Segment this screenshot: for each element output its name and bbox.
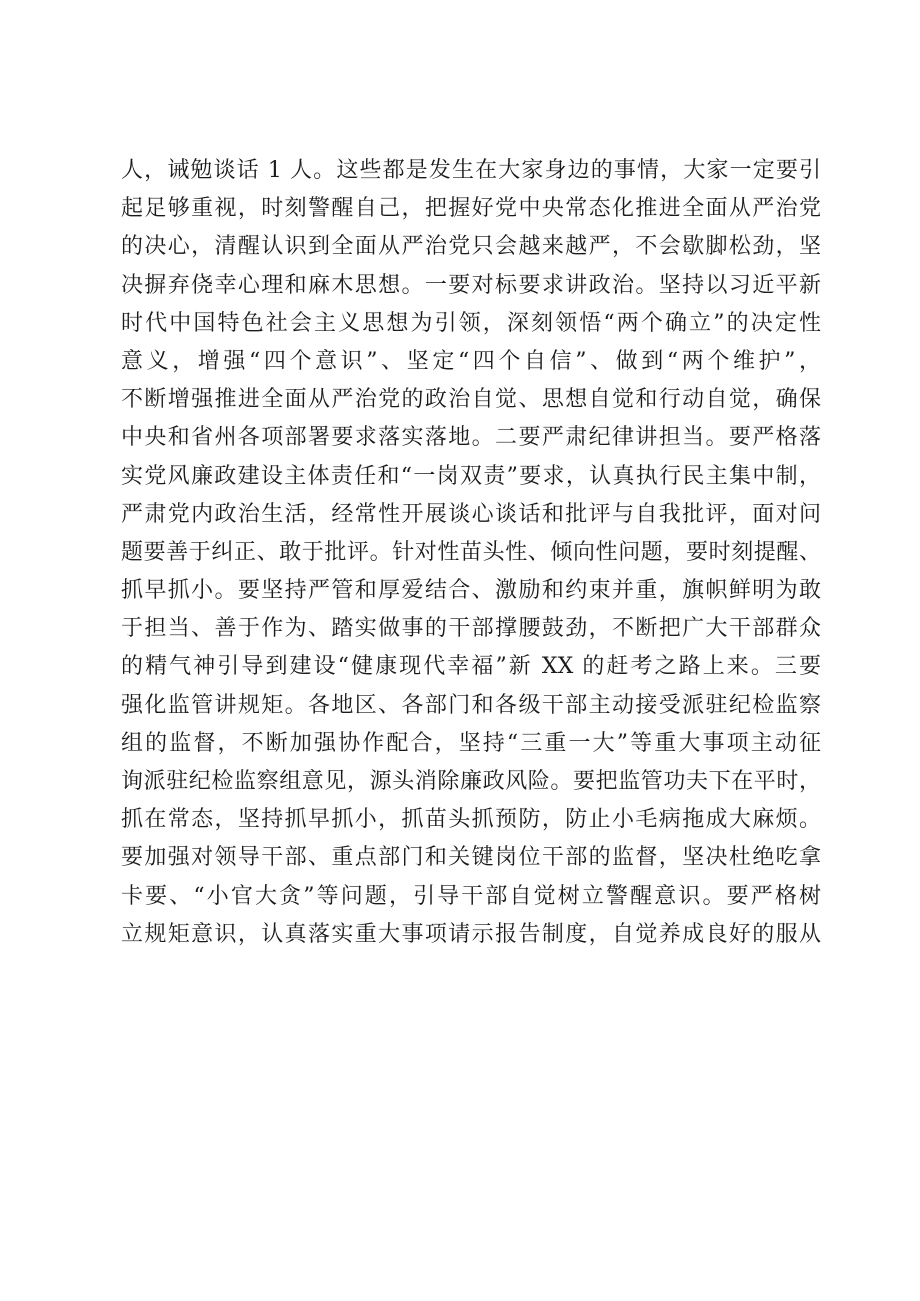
text-line: 严肃党内政治生活，经常性开展谈心谈话和批评与自我批评，面对问 [121,501,821,527]
text-line: 意义，增强“四个意识”、坚定“四个自信”、做到“两个维护”， [121,348,821,374]
text-line: 决摒弃侥幸心理和麻木思想。一要对标要求讲政治。坚持以习近平新 [121,272,821,298]
text-line: 强化监管讲规矩。各地区、各部门和各级干部主动接受派驻纪检监察 [121,692,821,718]
text-line: 中央和省州各项部署要求落实落地。二要严肃纪律讲担当。要严格落 [121,425,821,451]
text-line: 的精气神引导到建设“健康现代幸福”新 XX 的赶考之路上来。三要 [121,654,821,680]
text-line: 的决心，清醒认识到全面从严治党只会越来越严，不会歇脚松劲，坚 [121,234,821,260]
text-line: 立规矩意识，认真落实重大事项请示报告制度，自觉养成良好的服从 [121,921,821,947]
text-line: 于担当、善于作为、踏实做事的干部撑腰鼓劲，不断把广大干部群众 [121,616,821,642]
text-line: 抓早抓小。要坚持严管和厚爱结合、激励和约束并重，旗帜鲜明为敢 [121,578,821,604]
text-line: 题要善于纠正、敢于批评。针对性苗头性、倾向性问题，要时刻提醒、 [121,539,821,565]
text-line: 实党风廉政建设主体责任和“一岗双责”要求，认真执行民主集中制， [121,463,821,489]
text-line: 起足够重视，时刻警醒自己，把握好党中央常态化推进全面从严治党 [121,196,821,222]
body-paragraph [121,152,821,954]
text-line: 时代中国特色社会主义思想为引领，深刻领悟“两个确立”的决定性 [121,310,821,336]
text-line: 不断增强推进全面从严治党的政治自觉、思想自觉和行动自觉，确保 [121,387,821,413]
text-line: 人，诫勉谈话 1 人。这些都是发生在大家身边的事情，大家一定要引 [121,158,821,183]
text-line: 询派驻纪检监察组意见，源头消除廉政风险。要把监管功夫下在平时， [121,769,821,794]
text-line: 抓在常态，坚持抓早抓小，抓苗头抓预防，防止小毛病拖成大麻烦。 [121,807,821,833]
text-line: 卡要、“小官大贪”等问题，引导干部自觉树立警醒意识。要严格树 [121,883,821,909]
text-line: 组的监督，不断加强协作配合，坚持“三重一大”等重大事项主动征 [121,730,821,756]
text-line: 要加强对领导干部、重点部门和关键岗位干部的监督，坚决杜绝吃拿 [121,845,821,871]
